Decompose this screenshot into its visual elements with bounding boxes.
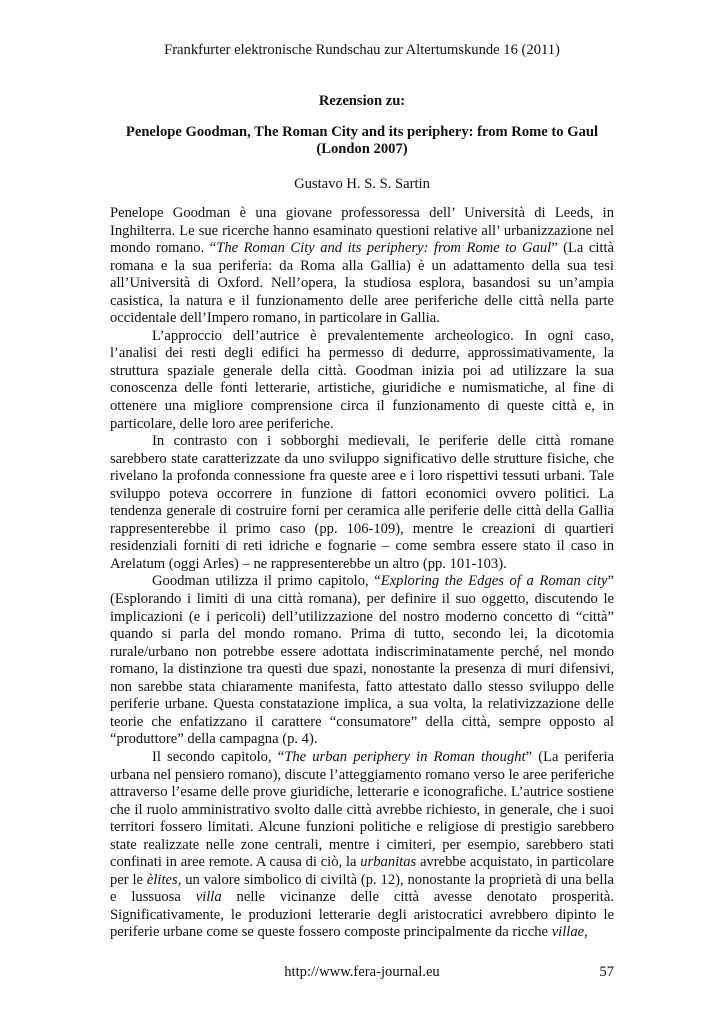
paragraph-4-text-b: ” (Esplorando i limiti di una città romana), per definire il suo oggetto, discutendo le implicazioni (e i pericoli) dell’utilizzazione del nostro moderno concetto di “città” quando si parla del mondo romano. Prima di tutto, secondo lei, la dicotomia rurale/urbano non potrebbe essere adottata indiscriminatamente perché, nel mondo romano, la distinzione tra questi due spazi, nonostante la presenza di muri difensivi, non sarebbe stata chiaramente manifesta, fatto attestato dallo stesso sviluppo delle periferie urbane. Questa constatazione implica, a sua volta, la relativizzazione delle teorie che enfatizzano il carattere “consumatore” della città, sempre opposto al “produttore” della campagna (p. 4). (110, 573, 614, 748)
paragraph-1-text-b: ” (La città romana e la sua periferia: da Roma alla Gallia) è un adattamento della sua tesi all’Università di Oxford. Nell’opera, la studiosa esplora, basandosi su un’ampia casistica, la natura e il funzionamento delle aree periferiche delle città nella parte occidentale dell’Impero romano, in particolare in Gallia. (110, 240, 614, 327)
running-header: Frankfurter elektronische Rundschau zur Altertumskunde 16 (2011) (164, 42, 560, 58)
paragraph-5-term-villa: villa (195, 889, 222, 906)
footer-journal-link[interactable]: http://www.fera-journal.eu (284, 964, 440, 980)
paragraph-1 (110, 205, 614, 328)
paragraph-1-text-a: Penelope Goodman è una giovane professoressa dell’ Università di Leeds, in Inghilterra. Le sue ricerche hanno esaminato questioni relative all’ urbanizzazione nel mondo romano. “ (110, 205, 614, 257)
paragraph-5 (110, 749, 614, 942)
book-title (110, 124, 614, 159)
paragraph-5-term-villae: villae (551, 924, 585, 941)
paragraph-4-chapter-title: Exploring the Edges of a Roman city (380, 573, 608, 590)
paragraph-5-chapter-title: The urban periphery in Roman thought (284, 748, 526, 765)
paragraph-5-text-b: ” (La periferia urbana nel pensiero romano), discute l’atteggiamento romano verso le aree periferiche attraverso l’esame delle prove giuridiche, letterarie e iconografiche. L’autrice sostiene che il ruolo amministrativo svolto dalle città avrebbe richiesto, in generale, che i suoi territori fossero limitati. Alcune funzioni politiche e religiose di prestigio sarebbero state realizzate nelle zone centrali, mentre i cimiteri, per esempio, sarebbero stati confinati in aree remote. A causa di ciò, la (110, 748, 614, 871)
review-author: Gustavo H. S. S. Sartin (294, 176, 430, 192)
book-title-line1: Penelope Goodman, The Roman City and its periphery: from Rome to Gaul (125, 124, 599, 140)
paragraph-5-text-c: avrebbe acquistato, in particolare per le (110, 854, 614, 888)
paragraph-3: In contrasto con i sobborghi medievali, le periferie delle città romane sarebbero state caratterizzate da uno sviluppo significativo delle strutture fisiche, che rivelano la profonda connessione fra queste aree e i loro rispettivi tessuti urbani. Tale sviluppo poteva occorrere in funzione di fattori economici ovvero politici. La tendenza generale di costruire forni per ceramica alle periferie delle città della Gallia rappresenterebbe il primo caso (pp. 106-109), mentre le creazioni di quartieri residenziali forniti di reti idriche e fognarie – come sembra essere stato il caso in Arelatum (oggi Arles) – ne rappresenterebbe un altro (pp. 101-103). (110, 433, 614, 572)
paragraph-5-text-e: nelle vicinanze delle città avesse denotato prosperità. Significativamente, le produzioni letterarie degli aristocratici avrebbero dipinto le periferie urbane come se queste fossero composte principalmente da ricche (110, 889, 614, 941)
review-body (110, 205, 614, 942)
paragraph-5-text-d: , un valore simbolico di civiltà (p. 12), nonostante la proprietà di una bella e lussuosa (110, 871, 614, 906)
book-title-line2: (London 2007) (316, 141, 408, 158)
paragraph-2: L’approccio dell’autrice è prevalentemente archeologico. In ogni caso, l’analisi dei resti degli edifici ha permesso di dedurre, approssimativamente, la struttura spaziale generale della città. Goodman inizia poi ad utilizzare la sua conoscenza delle fonti letterarie, artistiche, giuridiche e numismatiche, al fine di ottenere una migliore comprensione circa il funzionamento di queste città e, in particolare, delle loro aree periferiche. (110, 327, 614, 432)
paragraph-1-book-title: The Roman City and its periphery: from Rome to Gaul (216, 240, 552, 257)
paragraph-5-text-f: , (584, 924, 588, 941)
paragraph-5-term-elites: èlites (146, 871, 178, 888)
review-label: Rezension zu: (318, 93, 406, 109)
paragraph-4-text-a: Goodman utilizza il primo capitolo, “ (152, 573, 381, 590)
paragraph-5-term-urbanitas: urbanitas (360, 854, 417, 871)
page-number: 57 (599, 964, 614, 980)
paragraph-4 (110, 573, 614, 748)
paragraph-5-text-a: Il secondo capitolo, “ (152, 748, 285, 765)
